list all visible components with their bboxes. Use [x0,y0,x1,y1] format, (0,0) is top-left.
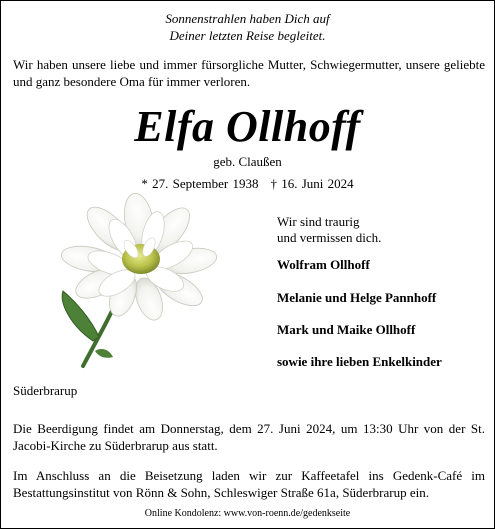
family-member: Mark und Maike Ollhoff [277,322,416,337]
family-member: sowie ihre lieben Enkelkinder [277,354,442,369]
deceased-name: Elfa Ollhoff [134,102,361,151]
mourning-line-2: und vermissen dich. [277,230,382,245]
funeral-info: Die Beerdigung findet am Donnerstag, dem 27. Juni 2024, um 13:30 Uhr von der St. Jacobi-Kirche zu Süderbrarup aus statt. [13,421,485,453]
reception-info: Im Anschluss an die Beisetzung laden wir zur Kaffeetafel ins Gedenk-Café im Bestattungsinstitut von Rönn & Sohn, Schleswiger Straße 61a, Süderbrarup ein. [13,468,485,500]
maiden-name: geb. Claußen [213,154,282,169]
place-name: Süderbrarup [13,383,78,398]
motto-line-1: Sonnenstrahlen haben Dich auf [165,11,330,26]
mourning-line-1: Wir sind traurig [277,214,360,229]
white-flower-image [49,191,219,371]
family-member: Wolfram Ollhoff [277,257,370,272]
family-member: Melanie und Helge Pannhoff [277,290,437,305]
mourning-text [277,214,381,246]
intro-text: Wir haben unsere liebe und immer fürsorgliche Mutter, Schwiegermutter, unsere geliebte und ganz besondere Oma für immer verloren. [13,57,485,89]
motto-line-2: Deiner letzten Reise begleitet. [169,28,326,43]
death-date: † 16. Juni 2024 [270,176,354,191]
life-dates [1,176,494,192]
birth-date: * 27. September 1938 [141,176,259,191]
online-condolence: Online Kondolenz: www.von-roenn.de/gedenkseite [144,508,351,519]
